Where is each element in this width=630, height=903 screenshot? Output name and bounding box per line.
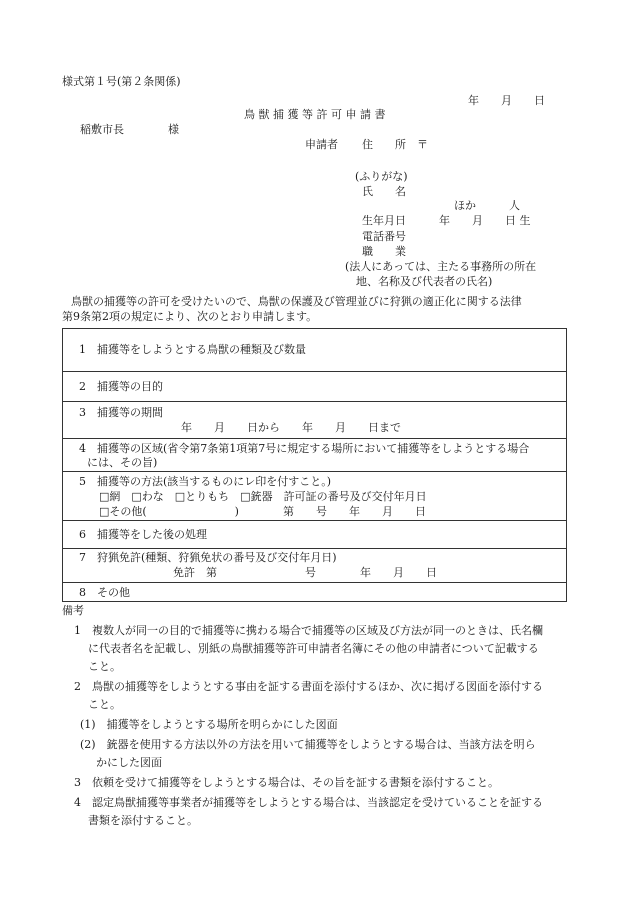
table-row-purpose xyxy=(63,372,566,402)
note-2-sub-1: (1) 捕獲等をしようとする場所を明らかにした図面 xyxy=(80,718,338,731)
license-label: 7 狩猟免許(種類、狩猟免状の番号及び交付年月日) xyxy=(79,551,337,564)
method-label: 5 捕獲等の方法(該当するものにレ印を付すこと。) xyxy=(79,475,332,488)
period-dates: 年 月 日から 年 月 日まで xyxy=(181,421,401,434)
note-2-sub-2-line-1: (2) 銃器を使用する方法以外の方法を用いて捕獲等をしようとする場合は、当該方法を明ら xyxy=(80,738,536,751)
note-2-sub-2-line-2: かにした図面 xyxy=(96,756,162,769)
table-row-method xyxy=(63,472,566,521)
note-1-line-2: に代表者名を記載し、別紙の鳥獣捕獲等許可申請者名簿にその他の申請者について記載する xyxy=(88,642,539,655)
method-options[interactable]: □網 □わな □とりもち □銃器 許可証の番号及び交付年月日 xyxy=(99,490,427,503)
method-other[interactable]: □その他( ) 第 号 年 月 日 xyxy=(99,505,426,518)
area-label: 4 捕獲等の区域(省令第7条第1項第7号に規定する場所において捕獲等をしようとする場合 xyxy=(79,442,530,455)
table-row-area xyxy=(63,439,566,472)
other-label: 8 その他 xyxy=(79,586,130,599)
notes-heading: 備考 xyxy=(62,604,84,617)
page-title: 鳥 獣 捕 獲 等 許 可 申 請 書 xyxy=(244,108,386,121)
others-count-label: ほか 人 xyxy=(454,199,520,212)
note-1-line-3: こと。 xyxy=(88,660,121,673)
applicant-label: 申請者 xyxy=(305,138,338,151)
note-3: 3 依頼を受けて捕獲等をしようとする場合は、その旨を証する書類を添付すること。 xyxy=(74,776,499,789)
table-row-other xyxy=(63,583,566,603)
table-row-species xyxy=(63,329,566,372)
form-number: 様式第１号(第２条関係) xyxy=(62,75,181,88)
table-row-disposal xyxy=(63,521,566,549)
purpose-label: 2 捕獲等の目的 xyxy=(79,380,163,393)
note-1-line-1: 1 複数人が同一の目的で捕獲等に携わる場合で捕獲等の区域及び方法が同一のときは、氏名欄 xyxy=(74,624,543,637)
intro-line-1: 鳥獣の捕獲等の許可を受けたいので、鳥獣の保護及び管理並びに狩猟の適正化に関する法律 xyxy=(71,295,522,308)
occupation-label: 職 業 xyxy=(362,245,406,258)
species-label: 1 捕獲等をしようとする鳥獣の種類及び数量 xyxy=(79,343,306,356)
table-row-period xyxy=(63,402,566,439)
phone-label: 電話番号 xyxy=(362,230,406,243)
note-4-line-1: 4 認定鳥獣捕獲等事業者が捕獲等をしようとする場合は、当該認定を受けていることを証する xyxy=(74,796,543,809)
furigana-label: (ふりがな) xyxy=(355,170,408,183)
corporation-note-1: (法人にあっては、主たる事務所の所在 xyxy=(345,260,537,273)
period-label: 3 捕獲等の期間 xyxy=(79,406,163,419)
intro-line-2: 第9条第2項の規定により、次のとおり申請します。 xyxy=(62,310,318,323)
date-line: 年 月 日 xyxy=(468,94,545,107)
address-label: 住 所 〒 xyxy=(362,138,428,151)
license-details: 免許 第 号 年 月 日 xyxy=(173,566,437,579)
name-label: 氏 名 xyxy=(362,185,406,198)
birth-date-label: 生年月日 年 月 日 生 xyxy=(362,214,531,227)
table-row-license xyxy=(63,549,566,583)
note-2-line-2: こと。 xyxy=(88,698,121,711)
addressee: 稲敷市長 様 xyxy=(80,123,179,136)
application-table xyxy=(62,328,567,602)
area-label-cont: には、その旨) xyxy=(87,456,158,469)
corporation-note-2: 地、名称及び代表者の氏名) xyxy=(356,275,493,288)
disposal-label: 6 捕獲等をした後の処理 xyxy=(79,528,207,541)
note-2-line-1: 2 鳥獣の捕獲等をしようとする事由を証する書面を添付するほか、次に掲げる図面を添付する xyxy=(74,680,543,693)
note-4-line-2: 書類を添付すること。 xyxy=(88,814,198,827)
